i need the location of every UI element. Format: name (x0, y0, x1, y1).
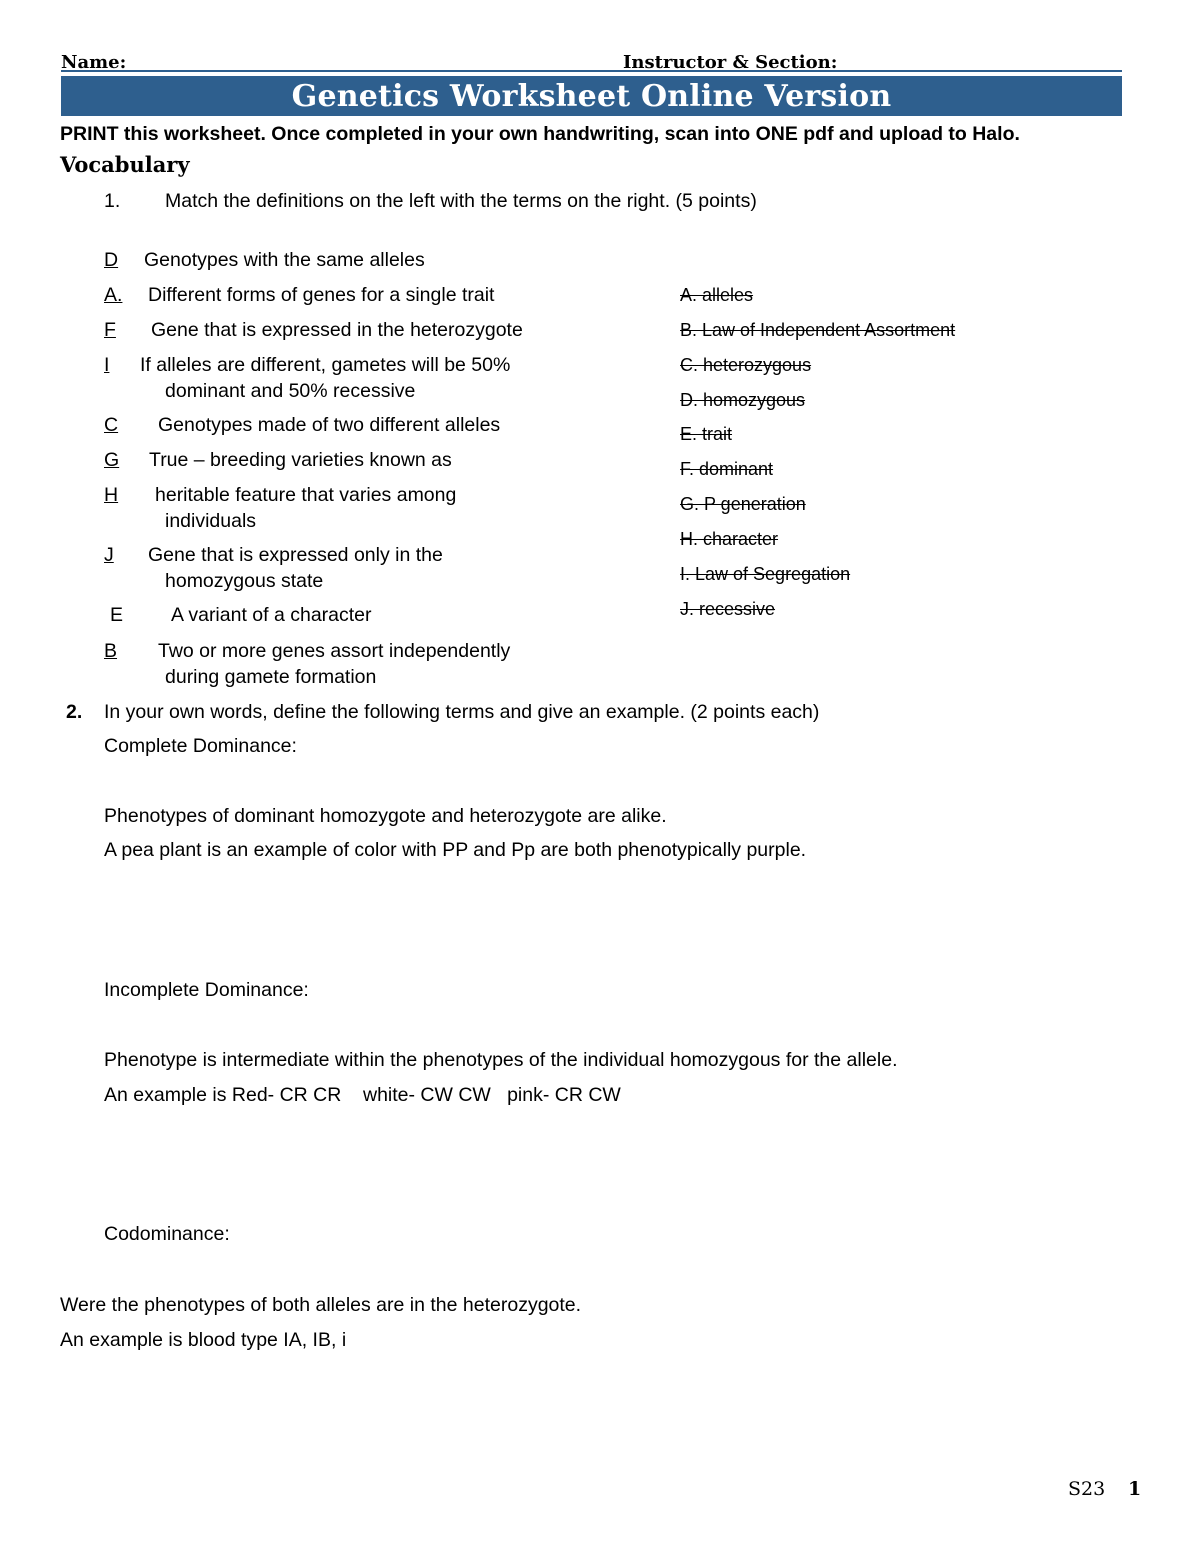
instructor-section-label: Instructor & Section: (623, 52, 838, 73)
codominance-example: An example is blood type IA, IB, i (60, 1329, 347, 1351)
match-row (104, 413, 500, 437)
answer-letter: B (104, 640, 118, 662)
term-item: B. Law of Independent Assortment (680, 320, 956, 340)
match-row (104, 283, 494, 307)
answer-letter: E (110, 604, 124, 626)
match-row (110, 603, 372, 627)
match-row (104, 318, 523, 342)
term-item: C. heterozygous (680, 355, 812, 375)
definition: Gene that is expressed in the heterozygote (151, 319, 523, 341)
q1-text: Match the definitions on the left with the terms on the right. (5 points) (165, 190, 757, 212)
term-item: I. Law of Segregation (680, 564, 851, 584)
name-label: Name: (61, 52, 127, 73)
definition: A variant of a character (171, 604, 372, 626)
instruction-text: PRINT this worksheet. Once completed in your own handwriting, scan into ONE pdf and upload to Halo. (60, 123, 1020, 145)
definition: Genotypes with the same alleles (144, 249, 425, 271)
complete-dominance-example: A pea plant is an example of color with PP and Pp are both phenotypically purple. (104, 839, 807, 861)
answer-letter: D (104, 249, 119, 271)
answer-letter: G (104, 449, 120, 471)
footer-code: S23 (1068, 1478, 1106, 1500)
definition: Two or more genes assort independently (158, 640, 511, 662)
definition: True – breeding varieties known as (149, 449, 452, 471)
term-item: D. homozygous (680, 390, 806, 410)
incomplete-dominance-answer: Phenotype is intermediate within the phenotypes of the individual homozygous for the allele. (104, 1049, 898, 1071)
complete-dominance-label: Complete Dominance: (104, 735, 297, 757)
definition: heritable feature that varies among (155, 484, 457, 506)
match-row (104, 543, 443, 567)
title-banner (61, 76, 1122, 116)
definition: Genotypes made of two different alleles (158, 414, 501, 436)
answer-letter: J (104, 544, 114, 566)
answer-letter: I (104, 354, 110, 376)
q1-number: 1. (104, 190, 121, 212)
term-item: G. P generation (680, 494, 806, 514)
answer-letter: A. (104, 284, 123, 306)
incomplete-dominance-example: An example is Red- CR CR white- CW CW pink- CR CW (104, 1084, 621, 1106)
definition-continued: dominant and 50% recessive (165, 380, 416, 402)
answer-letter: H (104, 484, 119, 506)
definition-continued: homozygous state (165, 570, 324, 592)
complete-dominance-answer: Phenotypes of dominant homozygote and heterozygote are alike. (104, 805, 667, 827)
section-title: Vocabulary (60, 152, 190, 177)
page-title: Genetics Worksheet Online Version (291, 78, 892, 114)
definition: If alleles are different, gametes will be 50% (140, 354, 511, 376)
term-item: E. trait (680, 424, 733, 444)
q2-number: 2. (66, 701, 83, 723)
title-top-border (61, 70, 1122, 72)
definition: Gene that is expressed only in the (148, 544, 443, 566)
match-row (104, 639, 510, 663)
incomplete-dominance-label: Incomplete Dominance: (104, 979, 309, 1001)
definition-continued: individuals (165, 510, 257, 532)
definition-continued: during gamete formation (165, 666, 377, 688)
answer-letter: C (104, 414, 119, 436)
codominance-answer: Were the phenotypes of both alleles are in the heterozygote. (60, 1294, 582, 1316)
match-row (104, 483, 456, 507)
term-item: H. character (680, 529, 779, 549)
match-row (104, 248, 425, 272)
term-item: J. recessive (680, 599, 776, 619)
match-row (104, 448, 452, 472)
codominance-label: Codominance: (104, 1223, 230, 1245)
definition: Different forms of genes for a single trait (148, 284, 495, 306)
answer-letter: F (104, 319, 116, 341)
q2-text: In your own words, define the following terms and give an example. (2 points each) (104, 701, 820, 723)
match-row (104, 353, 510, 377)
term-item: F. dominant (680, 459, 774, 479)
term-item: A. alleles (680, 285, 754, 305)
page-number: 1 (1128, 1478, 1142, 1500)
